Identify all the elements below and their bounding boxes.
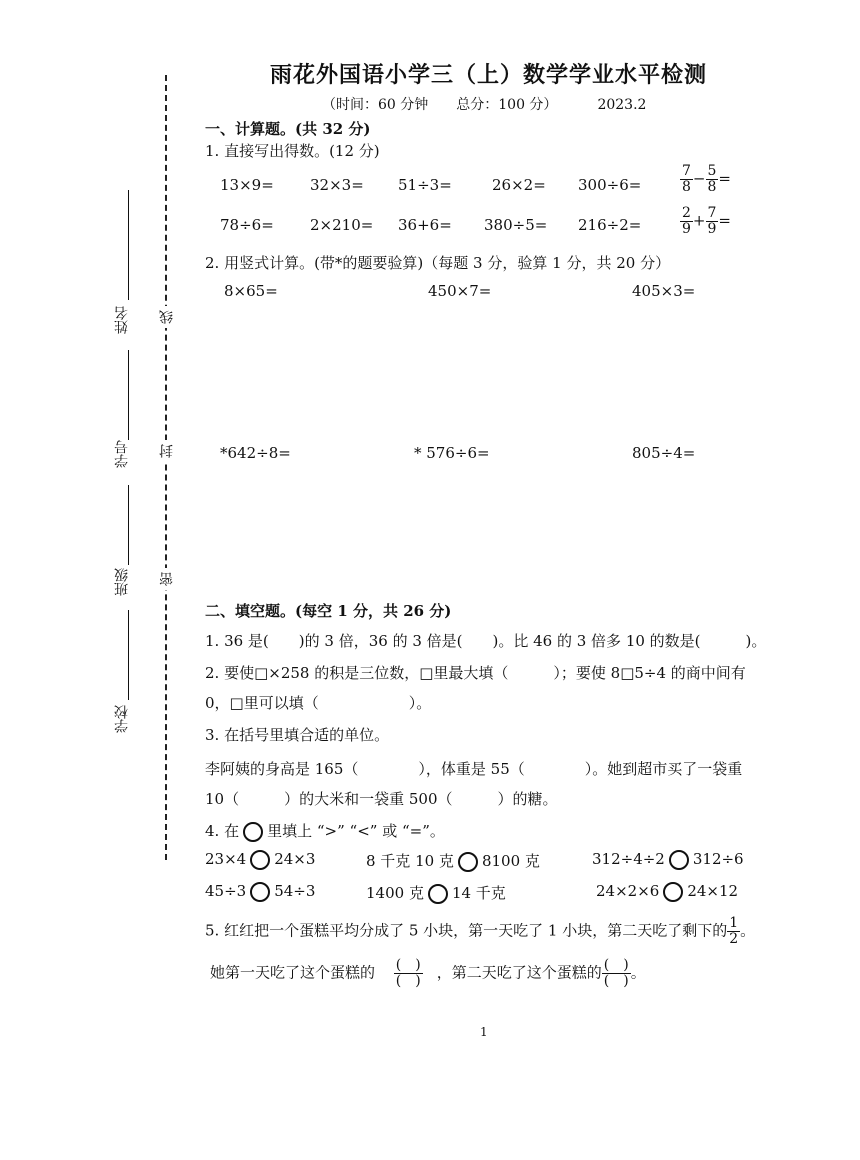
compare-item: 23×4 24×3 xyxy=(205,850,316,868)
calc-item: 32×3= xyxy=(310,176,364,194)
calc-item: 216÷2= xyxy=(578,216,642,234)
fill-q5-line1: 5. 红红把一个蛋糕平均分成了 5 小块，第一天吃了 1 小块，第二天吃了剩下的 $\frac{1}{2}$ 。 xyxy=(205,915,756,947)
fraction-expression: $\frac{2}{9}$ + $\frac{7}{9}$ = xyxy=(682,205,731,237)
vertical-calc-item: 405×3= xyxy=(632,282,696,300)
fraction: $\frac{2}{9}$ xyxy=(682,205,691,237)
compare-item: 45÷3 54÷3 xyxy=(205,882,316,900)
compare-item: 8 千克 10 克 8100 克 xyxy=(366,852,540,870)
calc-item: 51÷3= xyxy=(398,176,452,194)
calc-item: 13×9= xyxy=(220,176,274,194)
name-blank-line xyxy=(128,190,129,300)
compare-circle[interactable] xyxy=(669,850,689,870)
fraction: $\frac{7}{9}$ xyxy=(707,205,717,237)
compare-circle[interactable] xyxy=(663,882,683,902)
exam-time-score: （时间：60 分钟 总分：100 分） xyxy=(322,97,558,113)
compare-circle[interactable] xyxy=(250,850,270,870)
calc-item: 300÷6= xyxy=(578,176,642,194)
fill-q2-line2: 0，□里可以填（ ）。 xyxy=(205,694,432,712)
compare-circle[interactable] xyxy=(458,852,478,872)
answer-fraction-blank[interactable]: $\frac{( )}{( )}$ xyxy=(395,957,421,989)
compare-circle[interactable] xyxy=(250,882,270,902)
fill-q3-line1: 李阿姨的身高是 165（ ），体重是 55（ ）。她到超市买了一袋重 xyxy=(205,760,743,778)
vertical-calc-item: *642÷8= xyxy=(220,444,291,462)
binding-label-feng: 封 xyxy=(157,440,177,462)
page-number: 1 xyxy=(480,1025,488,1039)
circle-icon xyxy=(243,822,263,842)
class-blank-line xyxy=(128,485,129,565)
binding-label-xian: 线 xyxy=(157,306,177,328)
vertical-calc-item: 450×7= xyxy=(428,282,492,300)
compare-circle[interactable] xyxy=(428,884,448,904)
label-student-id: 学号 xyxy=(114,440,130,468)
vertical-calc-item: 805÷4= xyxy=(632,444,696,462)
fraction: $\frac{1}{2}$ xyxy=(729,915,739,947)
student-id-blank-line xyxy=(128,350,129,440)
calc-item: 78÷6= xyxy=(220,216,274,234)
calc-item: 2×210= xyxy=(310,216,374,234)
section-1-title: 一、计算题。(共 32 分) xyxy=(205,120,371,138)
binding-label-mi: 密 xyxy=(157,568,177,590)
exam-info xyxy=(322,94,646,114)
fraction-expression: $\frac{7}{8}$ − $\frac{5}{8}$ = xyxy=(682,163,731,195)
calc-item: 26×2= xyxy=(492,176,546,194)
vertical-calc-item: * 576÷6= xyxy=(414,444,490,462)
page-title: 雨花外国语小学三（上）数学学业水平检测 xyxy=(270,62,708,88)
q1-title: 1. 直接写出得数。(12 分) xyxy=(205,142,380,160)
fill-q3-line2: 10（ ）的大米和一袋重 500（ ）的糖。 xyxy=(205,790,558,808)
label-school: 学校 xyxy=(114,705,130,733)
calc-item: 36+6= xyxy=(398,216,452,234)
vertical-calc-item: 8×65= xyxy=(224,282,278,300)
fraction: $\frac{5}{8}$ xyxy=(707,163,717,195)
fill-q1: 1. 36 是( )的 3 倍，36 的 3 倍是( )。比 46 的 3 倍多 10 的数是( )。 xyxy=(205,632,767,650)
q2-title: 2. 用竖式计算。(带*的题要验算)（每题 3 分，验算 1 分，共 20 分） xyxy=(205,254,671,272)
fill-q2-line1: 2. 要使□×258 的积是三位数，□里最大填（ ）；要使 8□5÷4 的商中间有 xyxy=(205,664,746,682)
section-2-title: 二、填空题。(每空 1 分，共 26 分) xyxy=(205,602,452,620)
answer-fraction-blank[interactable]: $\frac{( )}{( )}$ xyxy=(603,957,629,989)
fraction: $\frac{7}{8}$ xyxy=(682,163,691,195)
label-class: 班级 xyxy=(114,568,130,596)
exam-date: 2023.2 xyxy=(597,97,647,113)
binding-dashed-line xyxy=(165,75,167,860)
fill-q3-title: 3. 在括号里填合适的单位。 xyxy=(205,726,390,744)
school-blank-line xyxy=(128,610,129,700)
fill-q5-line2: 她第一天吃了这个蛋糕的 $\frac{( )}{( )}$ ，第二天吃了这个蛋糕的 $\frac{( )}{( )}$ 。 xyxy=(210,957,646,989)
compare-item: 24×2×6 24×12 xyxy=(596,882,739,900)
fill-q4-title: 4. 在 里填上 “>” “<” 或 “=”。 xyxy=(205,822,445,840)
compare-item: 312÷4÷2 312÷6 xyxy=(592,850,744,868)
calc-item: 380÷5= xyxy=(484,216,548,234)
label-name: 姓名 xyxy=(114,306,130,334)
compare-item: 1400 克 14 千克 xyxy=(366,884,506,902)
